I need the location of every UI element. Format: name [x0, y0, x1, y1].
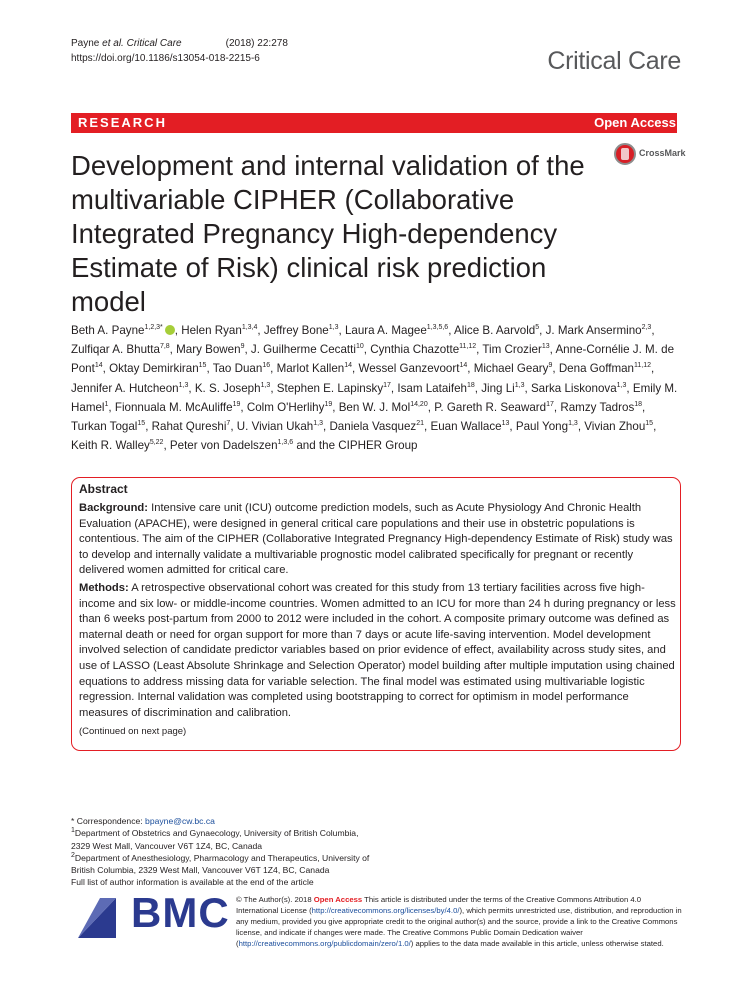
author-affiliation: 1	[104, 400, 109, 408]
affiliation-1-text: Department of Obstetrics and Gynaecology, University of British Columbia, 2329 West Mall, Vancouver V6T 1Z4, BC, Canada	[71, 828, 359, 851]
author[interactable]	[213, 362, 270, 375]
author-affiliation: 14	[94, 362, 103, 370]
author-name: Marlot Kallen	[276, 362, 345, 376]
author-affiliation: 16	[262, 362, 271, 370]
license-link-cc-by[interactable]: http://creativecommons.org/licenses/by/4.0/	[311, 906, 460, 915]
methods-text: A retrospective observational cohort was created for this study from 13 tertiary facilities across five high-income and six low- or middle-income countries. Women admitted to an ICU for more than 24 h during pregnancy or less than 6 weeks post-partum from 2000 to 2012 were included in the cohort. A composite primary outcome was defined as maternal death or need for organ support for more than 7 days or acute life-saving intervention. Model development involved selection of candidate predictor variables based on prior evidence of effect, availability across study sites, and use of LASSO (Least Absolute Shrinkage and Selection Operator) model building after multiple imputation using chained equations to address missing data for variable selection. The final model was estimated using multivariable logistic regression. Internal validation was completed using bootstrapping to correct for optimism in model performance measures of discrimination and calibration.	[79, 581, 676, 719]
author-list: Beth A. Payne$^{1,2,3*}$ , Helen Ryan$^{1,3,4}$, Jeffrey Bone$^{1,3}$, Laura A. Magee$^{1,3,5,6}$, Alice B. Aarvold$^5$, J. Mark Ansermino$^{2,3}$, Zulfiqar A. Bhutta$^{7,8}$, Mary Bowen$^9$, J. Guilherme Cecatti$^{10}$, Cynthia Chazotte$^{11,12}$, Tim Crozier$^{13}$, Anne-Cornélie J. M. de Pont$^{14}$, Oktay Demirkiran$^{15}$, Tao Duan$^{16}$, Marlot Kallen$^{14}$, Wessel Ganzevoort$^{14}$, Michael Geary$^9$, Dena Goffman$^{11,12}$, Jennifer A. Hutcheon$^{1,3}$, K. S. Joseph$^{1,3}$, Stephen E. Lapinsky$^{17}$, Isam Lataifeh$^{18}$, Jing Li$^{1,3}$, Sarka Liskonova$^{1,3}$, Emily M. Hamel$^1$, Fionnuala M. McAuliffe$^{19}$, Colm O'Herlihy$^{19}$, Ben W. J. Mol$^{14,20}$, P. Gareth R. Seaward$^{17}$, Ramzy Tadros$^{18}$, Turkan Togal$^{15}$, Rahat Qureshi$^7$, U. Vivian Ukah$^{1,3}$, Daniela Vasquez$^{21}$, Euan Wallace$^{13}$, Paul Yong$^{1,3}$, Vivian Zhou$^{15}$, Keith R. Walley$^{5,22}$, Peter von Dadelszen$^{1,3,6}$ and the CIPHER Group	[71, 324, 678, 453]
author-affiliation: 14	[459, 362, 468, 370]
author-affiliation: 1,3,4	[241, 324, 258, 332]
author[interactable]	[247, 401, 332, 414]
author-affiliation: 19	[324, 400, 333, 408]
author[interactable]	[277, 362, 352, 375]
author-name: Rahat Qureshi	[151, 420, 227, 434]
author-name: Jeffrey Bone	[263, 324, 329, 337]
bmc-logo-text: BMC	[131, 889, 230, 936]
author-affiliation: 18	[634, 400, 643, 408]
affiliation-1	[71, 827, 371, 852]
author-name: K. S. Joseph	[194, 381, 261, 395]
author-name: Paul Yong	[515, 420, 569, 434]
affiliation-2-text: Department of Anesthesiology, Pharmacology and Therapeutics, University of British Columbia, 2329 West Mall, Vancouver V6T 1Z4, BC, Canada	[71, 852, 370, 876]
author-name: Helen Ryan	[181, 324, 242, 337]
license-text	[236, 894, 684, 949]
author-affiliation: 1,3	[178, 381, 189, 389]
author-name: Alice B. Aarvold	[454, 324, 536, 337]
author[interactable]	[152, 420, 231, 433]
author[interactable]	[516, 420, 578, 433]
author-affiliation: 1,3,6	[277, 439, 294, 447]
crossmark-bookmark-icon	[621, 148, 629, 160]
correspondence	[71, 815, 371, 827]
author-affiliation: 11,12	[459, 343, 477, 351]
author-name: Oktay Demirkiran	[109, 362, 199, 376]
author[interactable]	[71, 420, 145, 433]
author-name: Beth A. Payne	[71, 324, 145, 337]
abstract-background	[79, 501, 677, 579]
author-name: Colm O'Herlihy	[246, 400, 325, 414]
author[interactable]	[71, 343, 170, 356]
citation-author: Payne	[71, 38, 103, 49]
author[interactable]	[71, 382, 188, 395]
author[interactable]	[434, 401, 554, 414]
author[interactable]	[559, 362, 651, 375]
author-affiliation: 11,12	[634, 362, 652, 370]
author[interactable]	[71, 324, 175, 337]
author-name: Stephen E. Lapinsky	[276, 381, 384, 395]
author-name: Euan Wallace	[430, 420, 502, 434]
license-text-1: This article is distributed under the terms of the Creative Commons Attribution 4.0 International License (	[236, 895, 642, 915]
citation-header	[71, 36, 288, 66]
author-name: Mary Bowen	[176, 343, 241, 357]
author[interactable]	[560, 401, 642, 414]
author-name: Anne-Cornélie J. M. de Pont	[71, 343, 675, 376]
license-link-cc0[interactable]: http://creativecommons.org/publicdomain/zero/1.0/	[238, 939, 411, 948]
journal-name: Critical Care	[547, 47, 681, 75]
abstract-methods	[79, 581, 677, 721]
author-affiliation: 9	[548, 362, 553, 370]
author-name: Sarka Liskonova	[530, 381, 617, 395]
author-affiliation: 1,2,3*	[144, 324, 163, 332]
author[interactable]	[339, 401, 428, 414]
license-text-2: ), which permits unrestricted use, distribution, and reproduction in any medium, provided you give appropriate credit to the original author(s) and the source, provide a link to the Creative Commons license, and indicate if changes were made. The Creative Commons Public Domain Dedication waiver (	[236, 906, 682, 948]
author-affiliation: 1,3	[568, 420, 578, 428]
author-affiliation: 1,3	[616, 381, 627, 389]
author-affiliation: 1,3	[260, 381, 271, 389]
author-affiliation: 10	[355, 343, 364, 351]
author-name: Isam Lataifeh	[397, 381, 467, 395]
correspondence-email[interactable]: bpayne@cw.bc.ca	[145, 816, 215, 826]
author-affiliation: 14,20	[410, 400, 428, 408]
author[interactable]	[277, 382, 391, 395]
author-affiliation: 7	[226, 420, 231, 428]
background-text: Intensive care unit (ICU) outcome prediction models, such as Acute Physiology And Chronic Health Evaluation (APACHE), were designed in general critical care populations and their use in obstetric populations is contentious. The aim of the CIPHER (Collaborative Integrated Pregnancy High-dependency Estimate of Risk) study was to develop and internally validate a multivariable prognostic model calibrated specifically for pregnant or recently delivered women admitted for critical care.	[79, 502, 673, 577]
author[interactable]	[359, 362, 468, 375]
citation-year: (2018) 22:278	[225, 38, 288, 49]
author-affiliation: 5	[535, 324, 540, 332]
author-name: Peter von Dadelszen	[169, 439, 278, 453]
author-name: Vivian Zhou	[584, 420, 646, 434]
author[interactable]	[264, 324, 339, 337]
author-affiliation: 15	[645, 420, 654, 428]
author-affiliation: 13	[541, 343, 550, 351]
author[interactable]	[474, 362, 553, 375]
author[interactable]	[430, 420, 509, 433]
author[interactable]	[329, 420, 424, 433]
orcid-icon[interactable]	[165, 325, 175, 335]
author[interactable]	[454, 324, 539, 337]
author-name: Fionnuala M. McAuliffe	[114, 400, 233, 414]
author[interactable]	[195, 382, 270, 395]
author[interactable]	[584, 420, 653, 433]
author[interactable]	[251, 343, 364, 356]
open-access-label: Open Access	[594, 115, 676, 130]
methods-label: Methods:	[79, 581, 129, 594]
abstract-heading: Abstract	[79, 482, 128, 496]
author[interactable]	[482, 343, 549, 356]
crossmark-label[interactable]: CrossMark	[639, 148, 686, 158]
author[interactable]	[170, 439, 293, 452]
section-label: RESEARCH	[78, 115, 167, 130]
author-name: Tim Crozier	[482, 343, 542, 357]
author-affiliation: 1,3	[514, 381, 525, 389]
author-name: Daniela Vasquez	[329, 420, 417, 434]
author[interactable]	[546, 324, 652, 337]
author-name: J. Guilherme Cecatti	[250, 343, 356, 357]
author-affiliation: 17	[546, 400, 554, 408]
author-affiliation: 1,3	[328, 324, 339, 332]
author-name: Dena Goffman	[558, 362, 635, 376]
author-name: Zulfiqar A. Bhutta	[71, 343, 160, 357]
doi-link[interactable]: https://doi.org/10.1186/s13054-018-2215-6	[71, 53, 260, 64]
author-affiliation: 9	[240, 343, 245, 351]
affiliation-1-number: 1	[71, 827, 75, 835]
author-affiliation: 17	[383, 381, 391, 389]
author-affiliation: 15	[198, 362, 207, 370]
author-affiliation: 5,22	[149, 439, 164, 447]
author-name: Cynthia Chazotte	[370, 343, 460, 357]
author[interactable]	[109, 362, 206, 375]
footnotes	[71, 815, 371, 889]
author-affiliation: 1,3	[313, 420, 323, 428]
author-affiliation: 1,3,5,6	[426, 324, 449, 332]
background-label: Background:	[79, 502, 148, 514]
full-author-info-note: Full list of author information is available at the end of the article	[71, 877, 314, 888]
author-affiliation: 2,3	[641, 324, 652, 332]
author-group: and the CIPHER Group	[293, 439, 418, 453]
author[interactable]	[115, 401, 241, 414]
license-lead: © The Author(s). 2018	[236, 895, 314, 904]
author[interactable]	[176, 343, 244, 356]
author[interactable]	[71, 439, 163, 452]
author-name: Ramzy Tadros	[560, 400, 635, 414]
author[interactable]	[345, 324, 448, 337]
author-name: Emily M. Hamel	[71, 381, 678, 414]
continued-note: (Continued on next page)	[79, 726, 187, 737]
author-name: P. Gareth R. Seaward	[434, 400, 547, 414]
author-name: Keith R. Walley	[71, 439, 150, 453]
author-name: U. Vivian Ukah	[236, 420, 314, 434]
affiliation-2	[71, 852, 371, 877]
correspondence-label: * Correspondence:	[71, 816, 146, 826]
author[interactable]	[370, 343, 476, 356]
author[interactable]	[531, 382, 626, 395]
author-name: Tao Duan	[212, 362, 263, 376]
author-affiliation: 14	[344, 362, 353, 370]
author-name: Michael Geary	[473, 362, 549, 376]
author-name: Jennifer A. Hutcheon	[71, 381, 179, 395]
author-name: Turkan Togal	[71, 420, 138, 434]
author-name: Wessel Ganzevoort	[358, 362, 460, 376]
license-text-3: ) applies to the data made available in this article, unless otherwise stated.	[410, 939, 664, 948]
author-affiliation: 7,8	[159, 343, 170, 351]
author-name: Jing Li	[481, 381, 515, 395]
author[interactable]	[481, 382, 524, 395]
author[interactable]	[237, 420, 323, 433]
author[interactable]	[397, 382, 474, 395]
affiliation-2-number: 2	[71, 852, 75, 860]
article-title: Development and internal validation of the multivariable CIPHER (Collaborative Integrated Pregnancy High-dependency Estimate of Risk) clinical risk prediction model	[71, 150, 585, 317]
author-name: Ben W. J. Mol	[338, 400, 411, 414]
author-name: Laura A. Magee	[344, 324, 427, 337]
author-affiliation: 13	[501, 420, 510, 428]
author-name: J. Mark Ansermino	[545, 324, 642, 337]
author-affiliation: 18	[466, 381, 475, 389]
author-affiliation: 19	[232, 400, 241, 408]
license-open-access: Open Access	[313, 895, 363, 904]
abstract-body	[79, 501, 677, 723]
author-affiliation: 21	[416, 420, 425, 428]
citation-journal: et al. Critical Care	[102, 38, 182, 49]
author[interactable]	[181, 324, 257, 337]
author-affiliation: 15	[137, 420, 146, 428]
